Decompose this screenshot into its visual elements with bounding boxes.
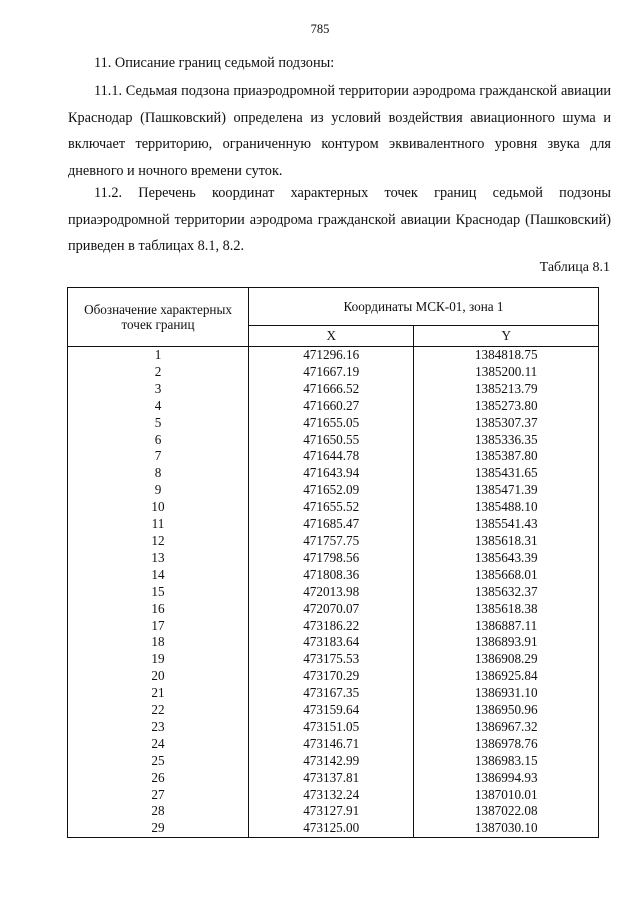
table-row — [68, 719, 599, 736]
x-coordinate-cell: 473151.05 — [249, 719, 414, 736]
paragraph-11-1: 11.1. Седьмая подзона приаэродромной территории аэродрома гражданской авиации Краснодар (Пашковский) определена из условий воздействия авиационного шума и включает территорию, ограниченную контуром эквивалентного уровня звука для дневного и ночного времени суток. — [68, 83, 611, 179]
table-row — [68, 753, 599, 770]
x-coordinate-cell: 471667.19 — [249, 364, 414, 381]
table-row — [68, 787, 599, 804]
point-number-cell: 13 — [68, 550, 249, 567]
table-row — [68, 398, 599, 415]
table-row — [68, 685, 599, 702]
point-number-cell: 17 — [68, 618, 249, 635]
point-number-cell: 28 — [68, 803, 249, 820]
x-coordinate-cell: 471808.36 — [249, 567, 414, 584]
point-number-cell: 5 — [68, 415, 249, 432]
table-row — [68, 364, 599, 381]
y-coordinate-cell: 1386925.84 — [414, 668, 599, 685]
y-coordinate-cell: 1386931.10 — [414, 685, 599, 702]
x-coordinate-cell: 472013.98 — [249, 584, 414, 601]
table-row — [68, 702, 599, 719]
table-row — [68, 820, 599, 837]
y-coordinate-cell: 1387010.01 — [414, 787, 599, 804]
coordinates-header: Координаты МСК-01, зона 1 — [249, 288, 599, 326]
table-row — [68, 651, 599, 668]
x-coordinate-cell: 473132.24 — [249, 787, 414, 804]
table-row — [68, 601, 599, 618]
x-coordinate-cell: 471650.55 — [249, 432, 414, 449]
x-coordinate-cell: 473127.91 — [249, 803, 414, 820]
y-coordinate-cell: 1385387.80 — [414, 448, 599, 465]
point-number-cell: 7 — [68, 448, 249, 465]
x-coordinate-cell: 473159.64 — [249, 702, 414, 719]
point-number-cell: 6 — [68, 432, 249, 449]
x-coordinate-cell: 471652.09 — [249, 482, 414, 499]
y-coordinate-cell: 1385200.11 — [414, 364, 599, 381]
point-number-cell: 29 — [68, 820, 249, 837]
y-coordinate-cell: 1386978.76 — [414, 736, 599, 753]
point-number-cell: 2 — [68, 364, 249, 381]
table-row — [68, 499, 599, 516]
table-row — [68, 415, 599, 432]
point-number-cell: 11 — [68, 516, 249, 533]
x-coordinate-cell: 473170.29 — [249, 668, 414, 685]
x-coordinate-cell: 471757.75 — [249, 533, 414, 550]
x-coordinate-cell: 471296.16 — [249, 347, 414, 364]
point-number-cell: 19 — [68, 651, 249, 668]
x-coordinate-cell: 473142.99 — [249, 753, 414, 770]
coordinates-table — [67, 287, 599, 838]
point-number-cell: 12 — [68, 533, 249, 550]
x-coordinate-cell: 472070.07 — [249, 601, 414, 618]
table-row — [68, 618, 599, 635]
table-body — [68, 347, 599, 838]
y-column-header: Y — [414, 325, 599, 346]
x-coordinate-cell: 473175.53 — [249, 651, 414, 668]
paragraph-11-2: 11.2. Перечень координат характерных точек границ седьмой подзоны приаэродромной территории аэродрома гражданской авиации Краснодар (Пашковский) приведен в таблицах 8.1, 8.2. — [68, 185, 611, 254]
y-coordinate-cell: 1385541.43 — [414, 516, 599, 533]
y-coordinate-cell: 1385213.79 — [414, 381, 599, 398]
table-row — [68, 668, 599, 685]
x-coordinate-cell: 471655.05 — [249, 415, 414, 432]
table-row — [68, 347, 599, 364]
x-coordinate-cell: 473137.81 — [249, 770, 414, 787]
y-coordinate-cell: 1385668.01 — [414, 567, 599, 584]
table-row — [68, 381, 599, 398]
table-row — [68, 516, 599, 533]
y-coordinate-cell: 1384818.75 — [414, 347, 599, 364]
y-coordinate-cell: 1386950.96 — [414, 702, 599, 719]
y-coordinate-cell: 1385632.37 — [414, 584, 599, 601]
x-coordinate-cell: 471798.56 — [249, 550, 414, 567]
page-number: 785 — [310, 22, 330, 36]
point-number-cell: 10 — [68, 499, 249, 516]
y-coordinate-cell: 1385618.31 — [414, 533, 599, 550]
x-coordinate-cell: 473167.35 — [249, 685, 414, 702]
point-number-cell: 20 — [68, 668, 249, 685]
y-coordinate-cell: 1386887.11 — [414, 618, 599, 635]
x-coordinate-cell: 471666.52 — [249, 381, 414, 398]
x-coordinate-cell: 473186.22 — [249, 618, 414, 635]
y-coordinate-cell: 1385643.39 — [414, 550, 599, 567]
table-row — [68, 803, 599, 820]
x-coordinate-cell: 471644.78 — [249, 448, 414, 465]
y-coordinate-cell: 1386908.29 — [414, 651, 599, 668]
x-column-header: X — [249, 325, 414, 346]
y-coordinate-cell: 1385273.80 — [414, 398, 599, 415]
point-number-cell: 22 — [68, 702, 249, 719]
y-coordinate-cell: 1386893.91 — [414, 634, 599, 651]
table-row — [68, 533, 599, 550]
table-row — [68, 634, 599, 651]
point-number-cell: 1 — [68, 347, 249, 364]
x-coordinate-cell: 473125.00 — [249, 820, 414, 837]
point-number-cell: 26 — [68, 770, 249, 787]
table-row — [68, 736, 599, 753]
point-number-cell: 15 — [68, 584, 249, 601]
table-row — [68, 567, 599, 584]
point-number-cell: 21 — [68, 685, 249, 702]
table-row — [68, 448, 599, 465]
table-row — [68, 550, 599, 567]
point-number-cell: 9 — [68, 482, 249, 499]
point-number-cell: 14 — [68, 567, 249, 584]
section-heading: 11. Описание границ седьмой подзоны: — [94, 55, 335, 71]
y-coordinate-cell: 1385471.39 — [414, 482, 599, 499]
point-number-cell: 18 — [68, 634, 249, 651]
table-caption: Таблица 8.1 — [539, 260, 610, 275]
x-coordinate-cell: 471643.94 — [249, 465, 414, 482]
y-coordinate-cell: 1386983.15 — [414, 753, 599, 770]
y-coordinate-cell: 1385431.65 — [414, 465, 599, 482]
point-number-cell: 24 — [68, 736, 249, 753]
x-coordinate-cell: 471655.52 — [249, 499, 414, 516]
table-row — [68, 584, 599, 601]
y-coordinate-cell: 1386967.32 — [414, 719, 599, 736]
table-row — [68, 482, 599, 499]
table-row — [68, 465, 599, 482]
point-number-cell: 23 — [68, 719, 249, 736]
y-coordinate-cell: 1387030.10 — [414, 820, 599, 837]
y-coordinate-cell: 1385488.10 — [414, 499, 599, 516]
point-number-cell: 27 — [68, 787, 249, 804]
point-number-cell: 8 — [68, 465, 249, 482]
y-coordinate-cell: 1386994.93 — [414, 770, 599, 787]
x-coordinate-cell: 473183.64 — [249, 634, 414, 651]
point-number-cell: 25 — [68, 753, 249, 770]
y-coordinate-cell: 1385618.38 — [414, 601, 599, 618]
point-number-cell: 16 — [68, 601, 249, 618]
x-coordinate-cell: 471660.27 — [249, 398, 414, 415]
point-number-cell: 3 — [68, 381, 249, 398]
y-coordinate-cell: 1387022.08 — [414, 803, 599, 820]
point-number-cell: 4 — [68, 398, 249, 415]
x-coordinate-cell: 473146.71 — [249, 736, 414, 753]
table-row — [68, 770, 599, 787]
y-coordinate-cell: 1385336.35 — [414, 432, 599, 449]
y-coordinate-cell: 1385307.37 — [414, 415, 599, 432]
point-designation-header: Обозначение характерных точек границ — [68, 288, 249, 347]
x-coordinate-cell: 471685.47 — [249, 516, 414, 533]
table-row — [68, 432, 599, 449]
table-header — [68, 288, 599, 347]
